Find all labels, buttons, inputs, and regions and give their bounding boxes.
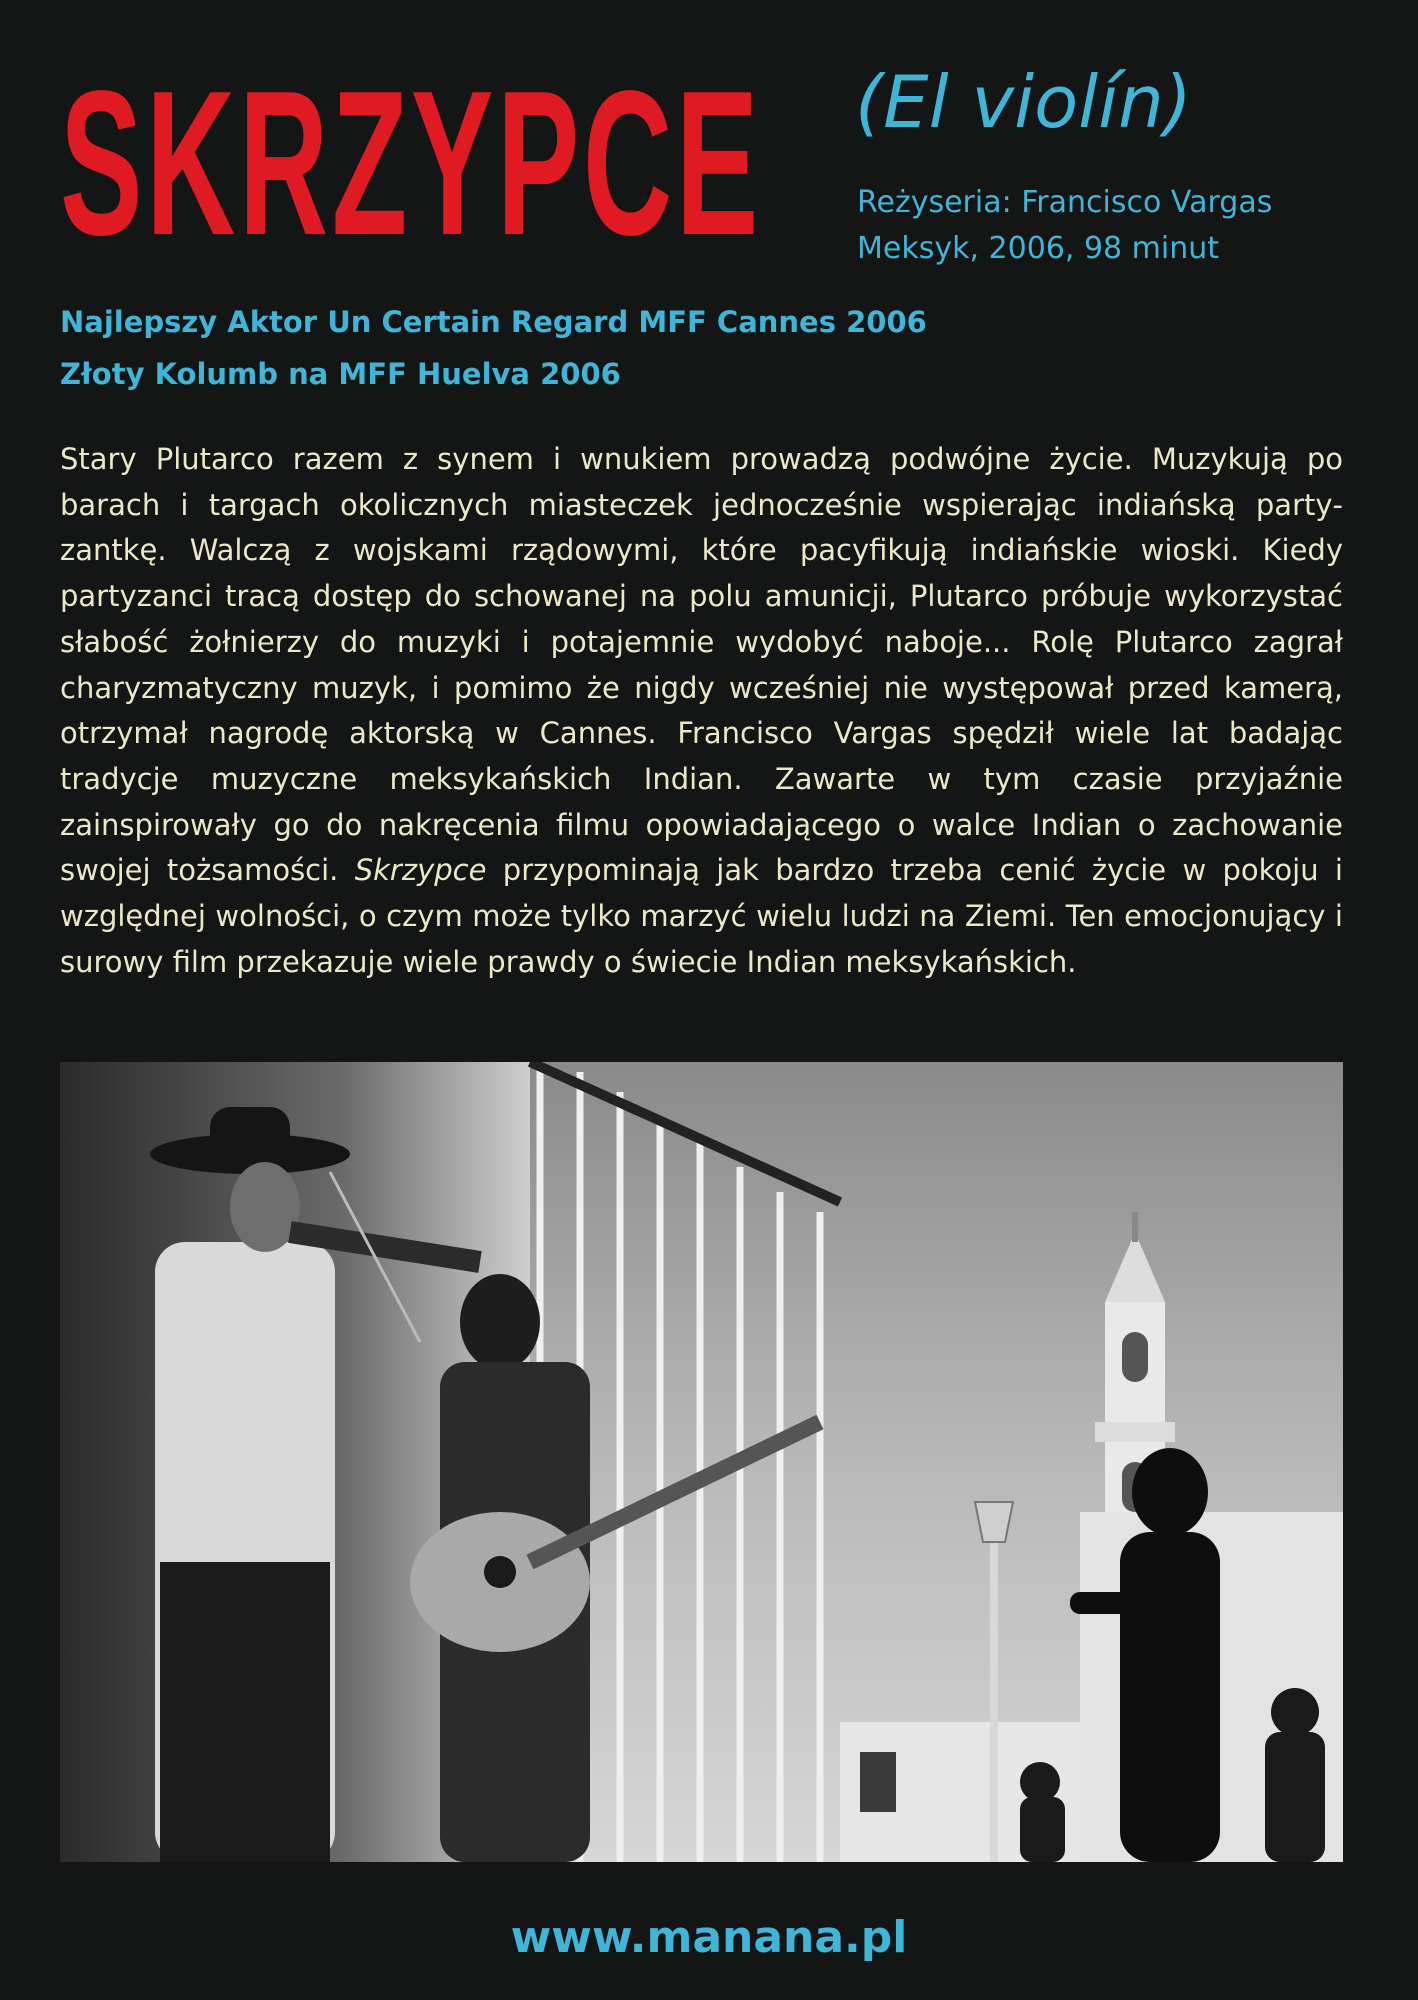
synopsis [60, 437, 1343, 985]
synopsis-film-title: Skrzypce [354, 853, 487, 888]
film-still-illustration [60, 1062, 1343, 1862]
award-item: Najlepszy Aktor Un Certain Regard MFF Cannes 2006 [60, 305, 927, 339]
synopsis-text: przypominają jak bardzo trzeba cenić życie w pokoju i względnej wolności, o czym może tylko marzyć wielu ludzi na Ziemi. Ten emocjonujący i surowy film przekazuje wiele prawdy o świecie Indian meksykańskich. [60, 853, 1343, 979]
awards-list [60, 296, 927, 400]
film-still-photo [60, 1062, 1343, 1862]
award-item: Złoty Kolumb na MFF Huelva 2006 [60, 357, 621, 391]
synopsis-text: Stary Plutarco razem z synem i wnukiem prowadzą podwójne życie. Muzykują po barach i targach okolicznych miasteczek jednocześnie wspierając indiańską partyzantkę. Walczą z wojskami rządowymi, które pacyfikują indiańskie wioski. Kiedy partyzanci tracą dostęp do schowanej na polu amunicji, Plutarco próbuje wykorzystać słabość żołnierzy do muzyki i potajemnie wydobyć naboje... Rolę Plutarco zagrał charyzmatyczny muzyk, i pomimo że nigdy wcześniej nie występował przed kamerą, otrzymał nagrodę aktorską w Cannes. Francisco Vargas spędził wiele lat badając tradycje muzyczne meksykańskich Indian. Zawarte w tym czasie przyjaźnie zainspirowały go do nakręcenia filmu opowiadającego o walce Indian o zachowanie swojej tożsamości. [60, 442, 1343, 888]
film-credits [857, 180, 1272, 272]
original-title: (El violín) [855, 60, 1192, 144]
film-title: SKRZYPCE [60, 48, 762, 278]
website-link[interactable]: www.manana.pl [510, 1912, 908, 1963]
director-line: Reżyseria: Francisco Vargas [857, 185, 1273, 220]
details-line: Meksyk, 2006, 98 minut [857, 231, 1220, 266]
